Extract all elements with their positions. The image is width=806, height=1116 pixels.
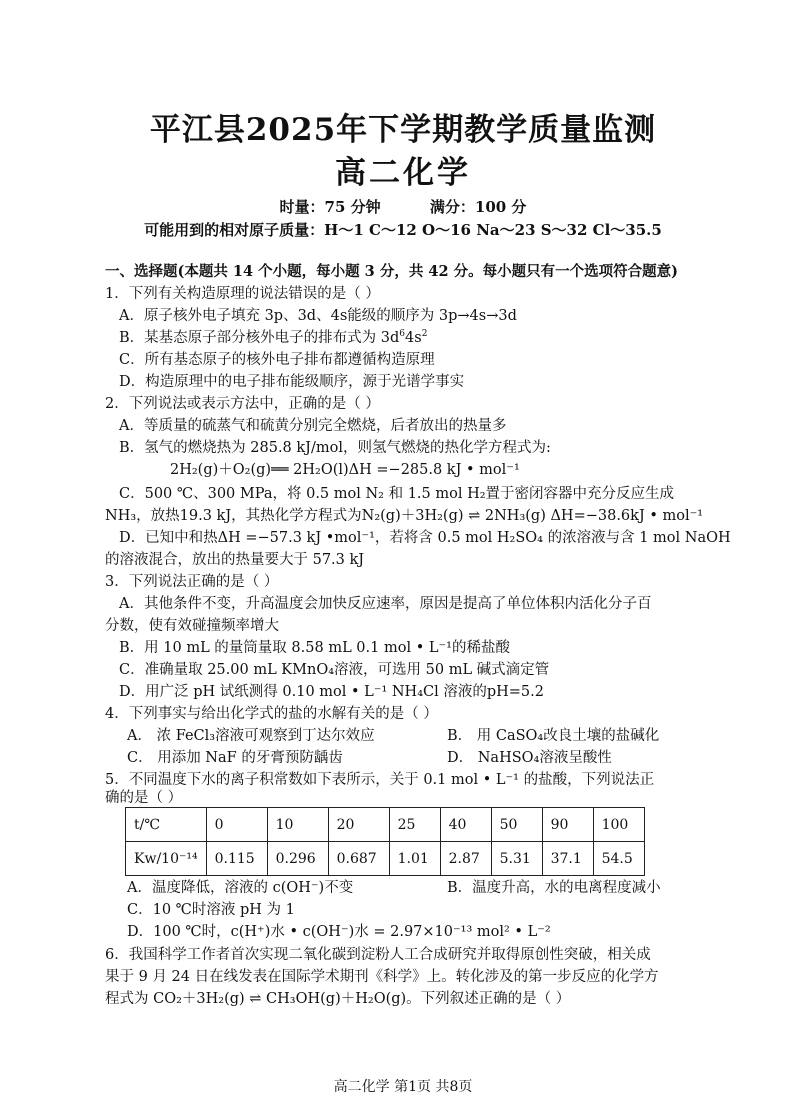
table-cell: 37.1 <box>542 842 593 876</box>
q1-stem: 1．下列有关构造原理的说法错误的是（ ） <box>105 286 380 302</box>
section-heading: 一、选择题(本题共 14 个小题，每小题 3 分，共 42 分。每小题只有一个选项符合题意) <box>105 263 678 280</box>
exam-meta <box>0 196 806 217</box>
q6-line2: 果于 9 月 24 日在线发表在国际学术期刊《科学》上。转化涉及的第一步反应的化学方 <box>105 969 659 985</box>
table-cell: 54.5 <box>593 842 644 876</box>
table-cell: Kw/10⁻¹⁴ <box>126 842 207 876</box>
exam-subtitle: 高二化学 <box>335 155 471 191</box>
full-score: 满分：100 分 <box>429 198 527 216</box>
q4-option-a: A． 浓 FeCl₃溶液可观察到丁达尔效应 <box>127 728 375 744</box>
table-cell: 0.296 <box>267 842 328 876</box>
q1-option-a: A．原子核外电子填充 3p、3d、4s能级的顺序为 3p→4s→3d <box>119 308 517 324</box>
page-footer: 高二化学 第1页 共8页 <box>333 1079 473 1095</box>
table-row <box>126 842 645 876</box>
time-limit: 时量：75 分钟 <box>279 198 381 216</box>
q2-stem: 2．下列说法或表示方法中，正确的是（ ） <box>105 396 380 412</box>
q5-option-b: B．温度升高，水的电离程度减小 <box>447 880 661 896</box>
table-cell: 0.115 <box>206 842 267 876</box>
table-cell: 5.31 <box>491 842 542 876</box>
q3-option-a-line1: A．其他条件不变，升高温度会加快反应速率，原因是提高了单位体积内活化分子百 <box>119 596 652 612</box>
table-cell: 0 <box>206 808 267 842</box>
q1-b-sup1: 6 <box>399 329 406 340</box>
table-row <box>126 808 645 842</box>
q1-option-c: C．所有基态原子的核外电子排布都遵循构造原理 <box>119 352 435 368</box>
table-cell: 1.01 <box>389 842 440 876</box>
q2-option-b: B．氢气的燃烧热为 285.8 kJ/mol，则氢气燃烧的热化学方程式为: <box>119 440 551 456</box>
q6-line3: 程式为 CO₂＋3H₂(g) ⇌ CH₃OH(g)＋H₂O(g)。下列叙述正确的是（ ） <box>105 991 571 1007</box>
q4-stem: 4．下列事实与给出化学式的盐的水解有关的是（ ） <box>105 706 438 722</box>
table-cell: 0.687 <box>328 842 389 876</box>
q4-option-c: C． 用添加 NaF 的牙膏预防龋齿 <box>127 750 343 766</box>
q3-stem: 3．下列说法正确的是（ ） <box>105 574 279 590</box>
table-cell: 10 <box>267 808 328 842</box>
atomic-masses: 可能用到的相对原子质量：H～1 C～12 O～16 Na～23 S～32 Cl～35.5 <box>144 221 662 239</box>
exam-title: 平江县2025年下学期教学质量监测 <box>149 112 657 148</box>
table-cell: 20 <box>328 808 389 842</box>
q1-b-text: B．某基态原子部分核外电子的排布式为 3d <box>119 330 400 346</box>
q1-option-b <box>119 328 427 348</box>
table-cell: 2.87 <box>440 842 491 876</box>
q6-line1: 6．我国科学工作者首次实现二氧化碳到淀粉人工合成研究并取得原创性突破，相关成 <box>105 947 651 963</box>
q1-option-d: D．构造原理中的电子排布能级顺序，源于光谱学事实 <box>119 374 465 390</box>
q2-option-c-line2: NH₃，放热19.3 kJ，其热化学方程式为N₂(g)＋3H₂(g) ⇌ 2NH₃(g) ΔH=−38.6kJ • mol⁻¹ <box>105 508 704 524</box>
q5-stem-line2: 确的是（ ） <box>105 790 183 806</box>
table-cell: 90 <box>542 808 593 842</box>
q2-option-d-line1: D．已知中和热ΔH =−57.3 kJ •mol⁻¹，若将含 0.5 mol H₂SO₄ 的浓溶液与含 1 mol NaOH <box>119 530 731 546</box>
q2-option-c-line1: C．500 ℃、300 MPa，将 0.5 mol N₂ 和 1.5 mol H₂置于密闭容器中充分反应生成 <box>119 486 675 502</box>
table-cell: t/℃ <box>126 808 207 842</box>
table-cell: 50 <box>491 808 542 842</box>
ion-product-table <box>125 807 645 876</box>
q2-option-d-line2: 的溶液混合，放出的热量要大于 57.3 kJ <box>105 552 365 568</box>
q5-option-d: D．100 ℃时，c(H⁺)水 • c(OH⁻)水 = 2.97×10⁻¹³ mol² • L⁻² <box>127 924 551 940</box>
q4-option-d: D． NaHSO₄溶液呈酸性 <box>447 750 612 766</box>
table-cell: 25 <box>389 808 440 842</box>
q3-option-b: B．用 10 mL 的量筒量取 8.58 mL 0.1 mol • L⁻¹的稀盐酸 <box>119 640 510 656</box>
q5-option-c: C．10 ℃时溶液 pH 为 1 <box>127 902 295 918</box>
table-cell: 40 <box>440 808 491 842</box>
q2-option-b-equation: 2H₂(g)＋O₂(g)══ 2H₂O(l)ΔH =−285.8 kJ • mol⁻¹ <box>170 462 520 478</box>
q1-b-sup2: 2 <box>421 329 428 340</box>
q1-b-mid: 4s <box>405 330 422 346</box>
q4-option-b: B． 用 CaSO₄改良土壤的盐碱化 <box>447 728 660 744</box>
q3-option-a-line2: 分数，使有效碰撞频率增大 <box>105 618 279 634</box>
q2-option-a: A．等质量的硫蒸气和硫黄分别完全燃烧，后者放出的热量多 <box>119 418 507 434</box>
q5-option-a: A．温度降低，溶液的 c(OH⁻)不变 <box>127 880 354 896</box>
table-cell: 100 <box>593 808 644 842</box>
q3-option-d: D．用广泛 pH 试纸测得 0.10 mol • L⁻¹ NH₄Cl 溶液的pH=5.2 <box>119 684 544 700</box>
q3-option-c: C．准确量取 25.00 mL KMnO₄溶液，可选用 50 mL 碱式滴定管 <box>119 662 550 678</box>
q5-stem-line1: 5．不同温度下水的离子积常数如下表所示，关于 0.1 mol • L⁻¹ 的盐酸，下列说法正 <box>105 772 655 788</box>
